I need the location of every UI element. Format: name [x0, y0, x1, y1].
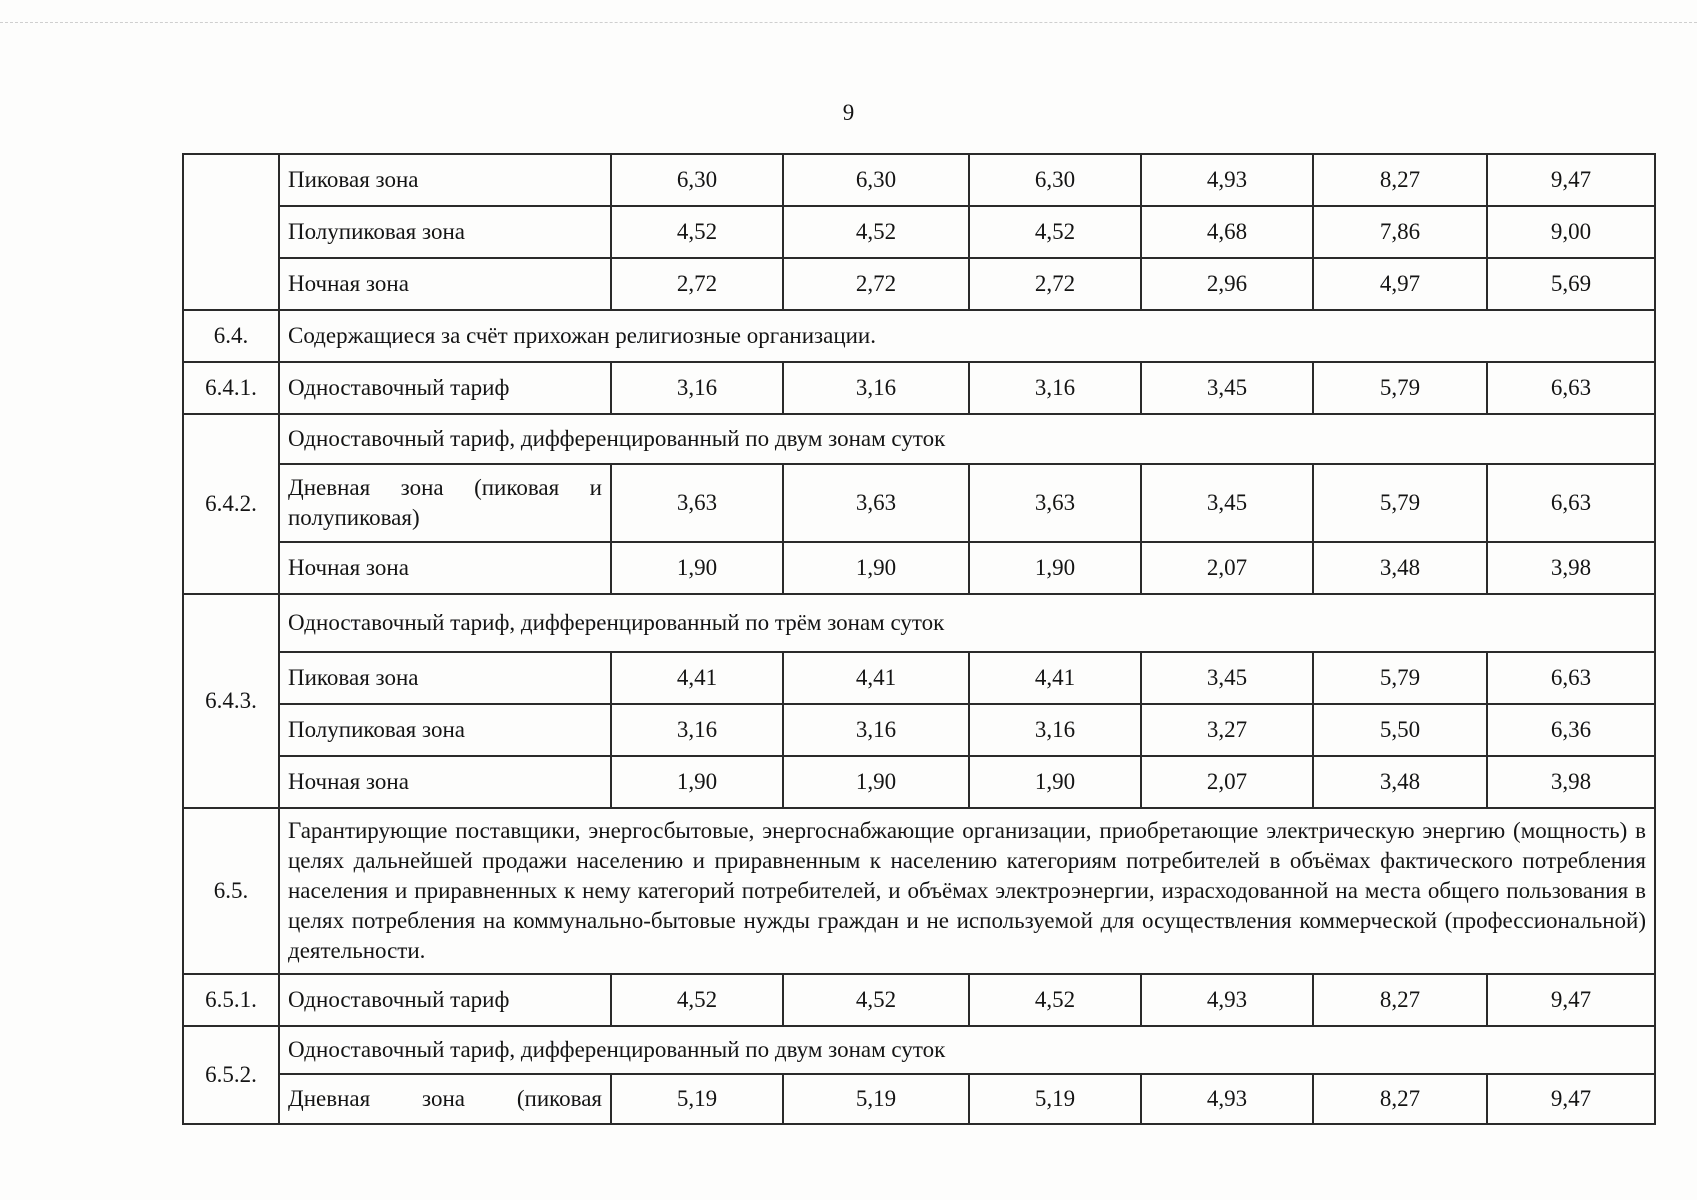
tariff-value: 2,96 — [1141, 258, 1313, 310]
table-row — [183, 464, 1655, 542]
tariff-value: 8,27 — [1313, 1074, 1487, 1124]
zone-label: Пиковая зона — [279, 652, 611, 704]
tariff-value: 5,69 — [1487, 258, 1655, 310]
tariff-value: 6,30 — [969, 154, 1141, 206]
tariff-value: 4,52 — [611, 974, 783, 1026]
tariff-value: 3,16 — [783, 362, 969, 414]
tariff-value: 5,19 — [783, 1074, 969, 1124]
row-number: 6.4.1. — [183, 362, 279, 414]
tariff-value: 4,52 — [783, 206, 969, 258]
tariff-value: 6,36 — [1487, 704, 1655, 756]
zone-label: Полупиковая зона — [279, 704, 611, 756]
tariff-value: 1,90 — [969, 756, 1141, 808]
zone-label: Полупиковая зона — [279, 206, 611, 258]
row-number: 6.4.3. — [183, 594, 279, 808]
tariff-value: 9,47 — [1487, 974, 1655, 1026]
table-row — [183, 206, 1655, 258]
tariff-value: 6,30 — [783, 154, 969, 206]
table-row — [183, 704, 1655, 756]
tariff-value: 4,52 — [969, 206, 1141, 258]
tariff-value: 3,63 — [611, 464, 783, 542]
table-row — [183, 258, 1655, 310]
page-number: 9 — [842, 100, 855, 125]
table-row — [183, 362, 1655, 414]
tariff-value: 3,27 — [1141, 704, 1313, 756]
zone-label: Пиковая зона — [279, 154, 611, 206]
table-row — [183, 808, 1655, 974]
tariff-value: 3,63 — [969, 464, 1141, 542]
tariff-value: 6,63 — [1487, 464, 1655, 542]
tariff-value: 4,93 — [1141, 974, 1313, 1026]
tariff-label: Одноставочный тариф — [279, 362, 611, 414]
tariff-value: 6,63 — [1487, 362, 1655, 414]
row-number-cell — [183, 154, 279, 310]
zone-label: Ночная зона — [279, 542, 611, 594]
tariff-value: 2,72 — [783, 258, 969, 310]
tariff-value: 3,16 — [611, 704, 783, 756]
tariff-value: 5,79 — [1313, 362, 1487, 414]
table-row — [183, 594, 1655, 652]
tariff-value: 5,50 — [1313, 704, 1487, 756]
section-description: Гарантирующие поставщики, энергосбытовые, энергоснабжающие организации, приобретающие электрическую энергию (мощность) в целях дальнейшей продажи населению и приравненным к населению категориям потребителей в объёмах фактического потребления населения и приравненных к нему категорий потребителей, и объёмах электроэнергии, израсходованной на места общего пользования в целях потребления на коммунально-бытовые нужды граждан и не используемой для осуществления коммерческой (профессиональной) деятельности. — [279, 808, 1655, 974]
tariff-value: 4,52 — [969, 974, 1141, 1026]
tariff-value: 1,90 — [611, 542, 783, 594]
subsection-title: Одноставочный тариф, дифференцированный по двум зонам суток — [279, 1026, 1655, 1074]
tariff-value: 6,63 — [1487, 652, 1655, 704]
tariff-value: 5,79 — [1313, 652, 1487, 704]
tariff-value: 4,93 — [1141, 154, 1313, 206]
table-row — [183, 756, 1655, 808]
table-row — [183, 1026, 1655, 1074]
tariff-value: 1,90 — [611, 756, 783, 808]
tariff-value: 3,45 — [1141, 464, 1313, 542]
tariff-value: 3,48 — [1313, 542, 1487, 594]
tariff-value: 2,72 — [969, 258, 1141, 310]
tariff-value: 1,90 — [783, 756, 969, 808]
tariff-value: 4,93 — [1141, 1074, 1313, 1124]
tariff-value: 3,16 — [969, 704, 1141, 756]
table-row — [183, 974, 1655, 1026]
tariff-value: 8,27 — [1313, 154, 1487, 206]
zone-label: Дневная зона (пиковая и полупиковая) — [279, 464, 611, 542]
table-row — [183, 542, 1655, 594]
tariff-value: 7,86 — [1313, 206, 1487, 258]
row-number: 6.4. — [183, 310, 279, 362]
table-row — [183, 414, 1655, 464]
subsection-title: Одноставочный тариф, дифференцированный по двум зонам суток — [279, 414, 1655, 464]
tariff-value: 4,68 — [1141, 206, 1313, 258]
section-title: Содержащиеся за счёт прихожан религиозные организации. — [279, 310, 1655, 362]
tariff-value: 9,00 — [1487, 206, 1655, 258]
tariff-value: 3,45 — [1141, 652, 1313, 704]
tariff-value: 4,41 — [783, 652, 969, 704]
tariff-value: 3,48 — [1313, 756, 1487, 808]
tariff-value: 4,41 — [611, 652, 783, 704]
tariff-value: 3,16 — [969, 362, 1141, 414]
tariff-value: 5,19 — [611, 1074, 783, 1124]
tariff-value: 4,97 — [1313, 258, 1487, 310]
table-row — [183, 1074, 1655, 1124]
tariff-value: 3,45 — [1141, 362, 1313, 414]
tariff-value: 2,07 — [1141, 542, 1313, 594]
scan-edge-line — [0, 22, 1697, 23]
tariff-value: 3,16 — [783, 704, 969, 756]
subsection-title: Одноставочный тариф, дифференцированный по трём зонам суток — [279, 594, 1655, 652]
zone-label: Ночная зона — [279, 258, 611, 310]
tariff-value: 9,47 — [1487, 154, 1655, 206]
tariff-value: 8,27 — [1313, 974, 1487, 1026]
tariff-value: 1,90 — [783, 542, 969, 594]
tariff-value: 5,19 — [969, 1074, 1141, 1124]
row-number: 6.4.2. — [183, 414, 279, 594]
tariff-value: 2,07 — [1141, 756, 1313, 808]
tariff-value: 4,41 — [969, 652, 1141, 704]
tariff-label: Одноставочный тариф — [279, 974, 611, 1026]
tariff-value: 1,90 — [969, 542, 1141, 594]
table-row — [183, 310, 1655, 362]
table-row — [183, 154, 1655, 206]
tariff-value: 9,47 — [1487, 1074, 1655, 1124]
tariff-value: 4,52 — [611, 206, 783, 258]
tariff-value: 3,98 — [1487, 756, 1655, 808]
row-number: 6.5. — [183, 808, 279, 974]
tariff-table — [182, 153, 1656, 1125]
table-row — [183, 652, 1655, 704]
tariff-value: 4,52 — [783, 974, 969, 1026]
tariff-value: 3,16 — [611, 362, 783, 414]
tariff-value: 6,30 — [611, 154, 783, 206]
row-number: 6.5.2. — [183, 1026, 279, 1124]
tariff-value: 2,72 — [611, 258, 783, 310]
row-number: 6.5.1. — [183, 974, 279, 1026]
tariff-value: 5,79 — [1313, 464, 1487, 542]
zone-label: Дневная зона (пиковая — [279, 1074, 611, 1124]
tariff-value: 3,63 — [783, 464, 969, 542]
zone-label: Ночная зона — [279, 756, 611, 808]
tariff-value: 3,98 — [1487, 542, 1655, 594]
